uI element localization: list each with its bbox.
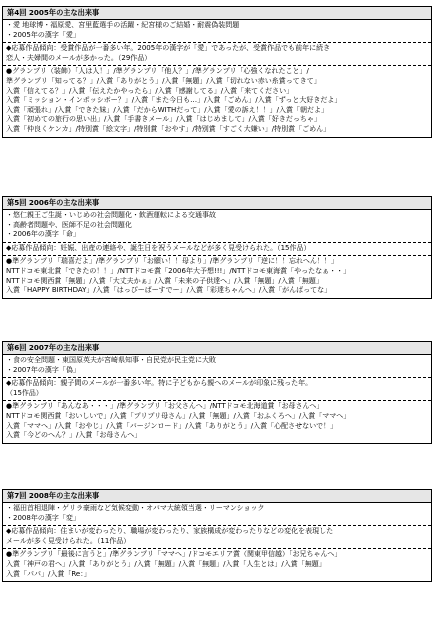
award-line: 入賞「頑張れ」/入賞「できた妹」/入賞「だからWITHだって」/入賞「愛の訴え！！」/入賞「朝だよ」	[6, 105, 328, 114]
event-line: ・2006年の漢字「命」	[6, 230, 80, 239]
award-line: 入賞「仲良くケンカ」/特別賞「絵文字」/特別賞「おやす」/特別賞「すごく大嫌い」/特別賞「ごめん」	[6, 124, 331, 133]
year-block	[2, 341, 432, 444]
awards-section	[3, 400, 431, 442]
event-line: ・食の安全問題・東国原英夫が宮崎県知事・自民党が民主党に大敗	[6, 356, 216, 364]
trend-line: メールが多く見受けられた。（11作品）	[6, 536, 131, 545]
block-title: 第5回 2006年の主な出来事	[3, 197, 431, 210]
award-line: 入賞「パパ」/入賞「Re：」	[6, 569, 91, 578]
award-line: ●グランプリ（装飾）「人は人！」/準グランプリ「他人？」/準グランプリ「心強くなれたこと」/	[6, 67, 309, 76]
award-line: NTTドコモ関西賞「おいしいで」/入賞「プリプリ母さん」/入賞「無題」/入賞「おふくろへ」/入賞「ママへ」	[6, 411, 351, 420]
event-line: ・2005年の漢字「愛」	[6, 30, 80, 39]
award-line: 入賞「ミッション・インポッシボー？」/入賞「また今日も…」/入賞「ごめん」/入賞「ずっと大好きだよ」	[6, 96, 342, 105]
award-line: 入賞「ママへ」/入賞「おやじ」/入賞「バージンロード」/入賞「ありがとう」/入賞「心配させないで！」	[6, 421, 338, 430]
award-line: ●準グランプリ「瑞喜だよ」/準グランプリ「お願い！！母より」/準グランプリ「逆に！！忘れへん！！」	[6, 257, 338, 266]
events-section	[3, 503, 431, 525]
event-line: ・愛 地球博・福原愛、宮里藍選手の活躍・紀宮様のご結婚・耐震偽装問題	[6, 21, 240, 29]
awards-section	[3, 65, 431, 136]
awards-section	[3, 255, 431, 297]
year-block	[2, 196, 432, 299]
events-section	[3, 20, 431, 42]
award-line: 入賞「神戸の君へ」/入賞「ありがとう」/入賞「無題」/入賞「無題」/入賞「人生とは」/入賞「無題」	[6, 559, 326, 568]
trend-section	[3, 377, 431, 400]
award-line: 入賞「HAPPY BIRTHDAY」/入賞「はっぴーばーすでー」/入賞「彩達ちゃんへ」/入賞「がんばってな」	[6, 286, 332, 295]
award-line: NTTドコモ関西賞「無題」/入賞「大丈夫かぁ」/入賞「未来の子供達へ」/入賞「無題」/入賞「無題」	[6, 276, 323, 285]
event-line: ・2008年の漢字「変」	[6, 513, 80, 522]
year-block	[2, 489, 432, 582]
award-line: 準グランプリ「知ってる？」/入賞「ありがとう」/入賞「無題」/入賞「切れない赤い糸賞ってきて」	[6, 76, 321, 85]
block-title: 第7回 2008年の主な出来事	[3, 490, 431, 503]
award-line: ●準グランプリ「あんなあ・・・」/準グランプリ「お父さんへ」/NTTドコモ北海道賞「お母さんへ」	[6, 402, 324, 411]
trend-section	[3, 525, 431, 548]
award-line: NTTドコモ東北賞「できたの！！」/NTTドコモ賞「2006年大予想!!!」/NTTドコモ東海賞「やったなぁ・・」	[6, 266, 351, 275]
award-line: ●準グランプリ「最後に言うと」/準グランプリ「ママへ」/ドコモエリア賞（関東甲信越）「お兄ちゃんへ」	[6, 550, 342, 559]
award-line: 入賞「初めての旅行の思い出」/入賞「手書きメール」/入賞「はじめまして」/入賞「好きだっちゃ」	[6, 115, 321, 124]
awards-section	[3, 548, 431, 581]
event-line: ・2007年の漢字「偽」	[6, 365, 80, 374]
year-block	[2, 6, 432, 138]
trend-line: （15作品）	[6, 388, 43, 397]
events-section	[3, 355, 431, 377]
trend-section	[3, 42, 431, 65]
event-line: ・高齢者問題や、医師不足の社会問題化	[6, 220, 132, 229]
trend-line: ◆応募作品傾向：妊娠、出産の連絡や、誕生日を祝うメールなどが多く見受けられた。（15作品）	[6, 243, 311, 252]
trend-line: ◆応募作品傾向：親子間のメールが一番多い年。特に子どもから親へのメールが印象に残った年。	[6, 379, 313, 388]
events-section	[3, 210, 431, 242]
award-line: 入賞「今どのへん？」/入賞「お母さんへ」	[6, 431, 142, 440]
trend-line: ◆応募作品傾向：住まいが変わったり、職場が変わったり、家族構成が変わったりなどの変化を表現した	[6, 527, 334, 536]
award-line: 入賞「信えてる？」/入賞「伝えたかやったら」/入賞「感謝してる」/入賞「来てください」	[6, 86, 294, 95]
event-line: ・悠仁親王ご生誕・いじめの社会問題化・飲酒運転による交通事故	[6, 211, 216, 219]
block-title: 第6回 2007年の主な出来事	[3, 342, 431, 355]
trend-line: ◆応募作品傾向：受賞作品が一番多い年。2005年の漢字が「愛」であったが、受賞作品でも前年に続き	[6, 44, 331, 53]
block-title: 第4回 2005年の主な出来事	[3, 7, 431, 20]
trend-line: 恋人・夫婦間のメールが多かった。（29作品）	[6, 53, 152, 62]
event-line: ・福田首相退陣・ゲリラ豪雨など気候変動・オバマ大統領当選・リーマンショック	[6, 504, 265, 512]
trend-section	[3, 242, 431, 256]
